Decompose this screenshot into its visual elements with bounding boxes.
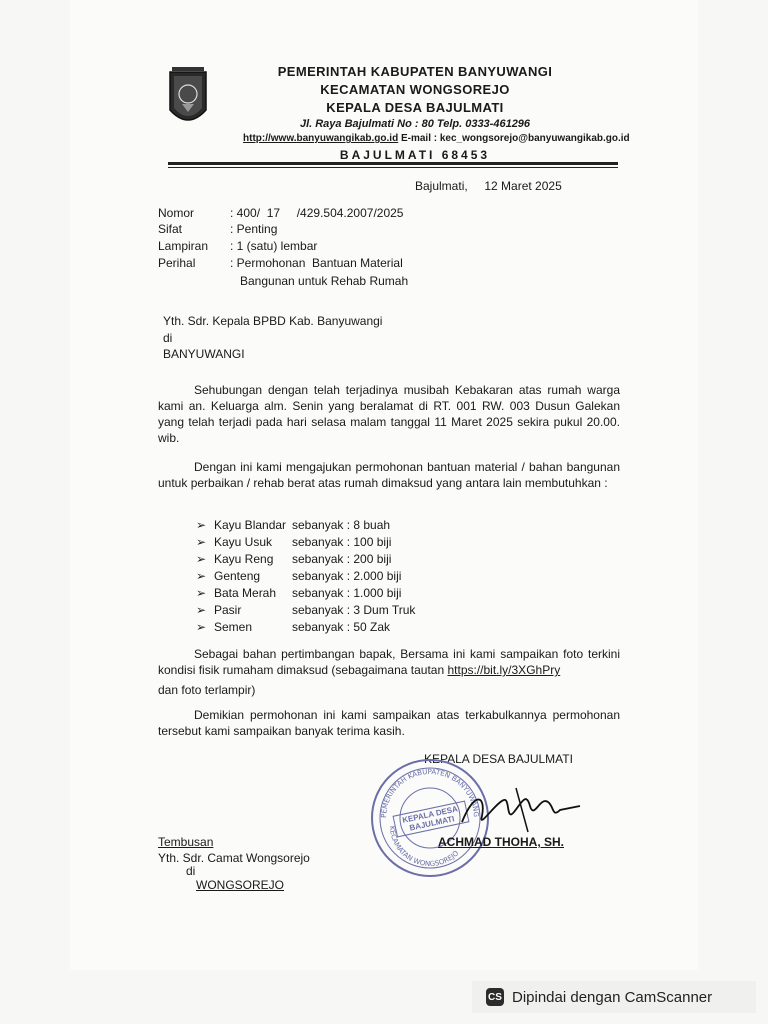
bullet-arrow-icon: ➢ bbox=[196, 620, 207, 634]
bullet-arrow-icon: ➢ bbox=[196, 569, 207, 583]
list-item: ➢ Kayu Usuk sebanyak : 100 biji bbox=[196, 535, 392, 549]
meta-label: Nomor bbox=[158, 206, 195, 220]
meta-value: : 400/ 17 /429.504.2007/2025 bbox=[230, 206, 404, 220]
signatory-name: ACHMAD THOHA, SH. bbox=[438, 835, 564, 849]
recipient-line2: di bbox=[163, 331, 173, 345]
list-item: ➢ Semen sebanyak : 50 Zak bbox=[196, 620, 391, 634]
email-text: E-mail : kec_wongsorejo@banyuwangikab.go.id bbox=[400, 133, 630, 144]
meta-value: : 1 (satu) lembar bbox=[230, 239, 318, 253]
paragraph-2: Dengan ini kami mengajukan permohonan bantuan material / bahan bangunan untuk perbaikan / rehab berat atas rumah dimaksud yang antara lain membutuhkan : bbox=[158, 460, 620, 490]
stamp-bottom-text: KECAMATAN WONGSOREJO bbox=[387, 825, 461, 869]
camscanner-logo-icon: CS bbox=[486, 988, 504, 1006]
bullet-arrow-icon: ➢ bbox=[196, 552, 207, 566]
meta-label: Lampiran bbox=[158, 239, 209, 253]
recipient-line3: BANYUWANGI bbox=[163, 347, 245, 361]
perihal-continuation: Bangunan untuk Rehab Rumah bbox=[240, 274, 409, 288]
meta-perihal bbox=[158, 256, 403, 270]
watermark-text: Dipindai dengan CamScanner bbox=[512, 988, 713, 1006]
letterhead-rule-thin bbox=[168, 167, 618, 168]
letterhead-line3: KEPALA DESA BAJULMATI bbox=[326, 100, 504, 115]
date-value: 12 Maret 2025 bbox=[484, 179, 562, 193]
stamp-inner-text: KEPALA DESA BAJULMATI bbox=[393, 801, 470, 838]
letterhead-line1: PEMERINTAH KABUPATEN BANYUWANGI bbox=[277, 64, 553, 79]
list-item: ➢ Kayu Reng sebanyak : 200 biji bbox=[196, 552, 392, 566]
camscanner-watermark bbox=[472, 981, 756, 1013]
list-item: ➢ Bata Merah sebanyak : 1.000 biji bbox=[196, 586, 402, 600]
bullet-arrow-icon: ➢ bbox=[196, 535, 207, 549]
handwritten-signature bbox=[456, 782, 586, 838]
meta-label: Sifat bbox=[158, 222, 183, 236]
bullet-arrow-icon: ➢ bbox=[196, 586, 207, 600]
paragraph-3: Sebagai bahan pertimbangan bapak, Bersama ini kami sampaikan foto terkini kondisi fisik rumaham dimaksud (sebagaimana tautan https://bit.ly/3XGhPry bbox=[158, 647, 620, 677]
meta-lampiran bbox=[158, 239, 317, 253]
list-item: ➢ Kayu Blandar sebanyak : 8 buah bbox=[196, 518, 391, 532]
website-link[interactable]: http://www.banyuwangikab.go.id bbox=[243, 133, 399, 144]
paragraph-3-end: dan foto terlampir) bbox=[158, 683, 256, 697]
meta-label: Perihal bbox=[158, 256, 196, 270]
meta-nomor bbox=[158, 206, 403, 220]
meta-value: : Penting bbox=[230, 222, 278, 236]
meta-value: : Permohonan Bantuan Material bbox=[230, 256, 403, 270]
list-item: ➢ Genteng sebanyak : 2.000 biji bbox=[196, 569, 402, 583]
letter-date bbox=[415, 178, 562, 194]
letterhead-contact bbox=[243, 133, 630, 144]
meta-sifat bbox=[158, 222, 277, 236]
letterhead-line2: KECAMATAN WONGSOREJO bbox=[320, 82, 510, 97]
letterhead-rule-thick bbox=[168, 162, 618, 165]
tembusan-line3: WONGSOREJO bbox=[196, 878, 285, 892]
tembusan-line1: Yth. Sdr. Camat Wongsorejo bbox=[158, 851, 310, 865]
letterhead-address: Jl. Raya Bajulmati No : 80 Telp. 0333-461296 bbox=[299, 118, 531, 130]
paragraph-4: Demikian permohonan ini kami sampaikan atas terkabulkannya permohonan tersebut kami sampaikan banyak terima kasih. bbox=[158, 708, 620, 738]
letterhead-postal: BAJULMATI 68453 bbox=[339, 148, 491, 162]
regency-logo bbox=[166, 66, 210, 132]
paragraph-1: Sehubungan dengan telah terjadinya musibah Kebakaran atas rumah warga kami an. Keluarga alm. Senin yang beralamat di RT. 001 RW. 003 Dusun Galekan yang telah terjadi pada hari selasa malam tanggal 11 Maret 2025 sekira pukul 20.00. wib. bbox=[158, 383, 620, 445]
recipient-line1: Yth. Sdr. Kepala BPBD Kab. Banyuwangi bbox=[163, 314, 383, 328]
photo-link[interactable]: https://bit.ly/3XGhPry bbox=[447, 663, 561, 677]
bullet-arrow-icon: ➢ bbox=[196, 518, 207, 532]
stamp-outer-text: PEMERINTAH KABUPATEN BANYUWANG bbox=[379, 767, 481, 819]
signature-title: KEPALA DESA BAJULMATI bbox=[424, 752, 573, 766]
date-place: Bajulmati, bbox=[415, 179, 468, 193]
tembusan-line2: di bbox=[186, 864, 196, 878]
bullet-arrow-icon: ➢ bbox=[196, 603, 207, 617]
tembusan-label: Tembusan bbox=[158, 835, 214, 849]
list-item: ➢ Pasir sebanyak : 3 Dum Truk bbox=[196, 603, 416, 617]
